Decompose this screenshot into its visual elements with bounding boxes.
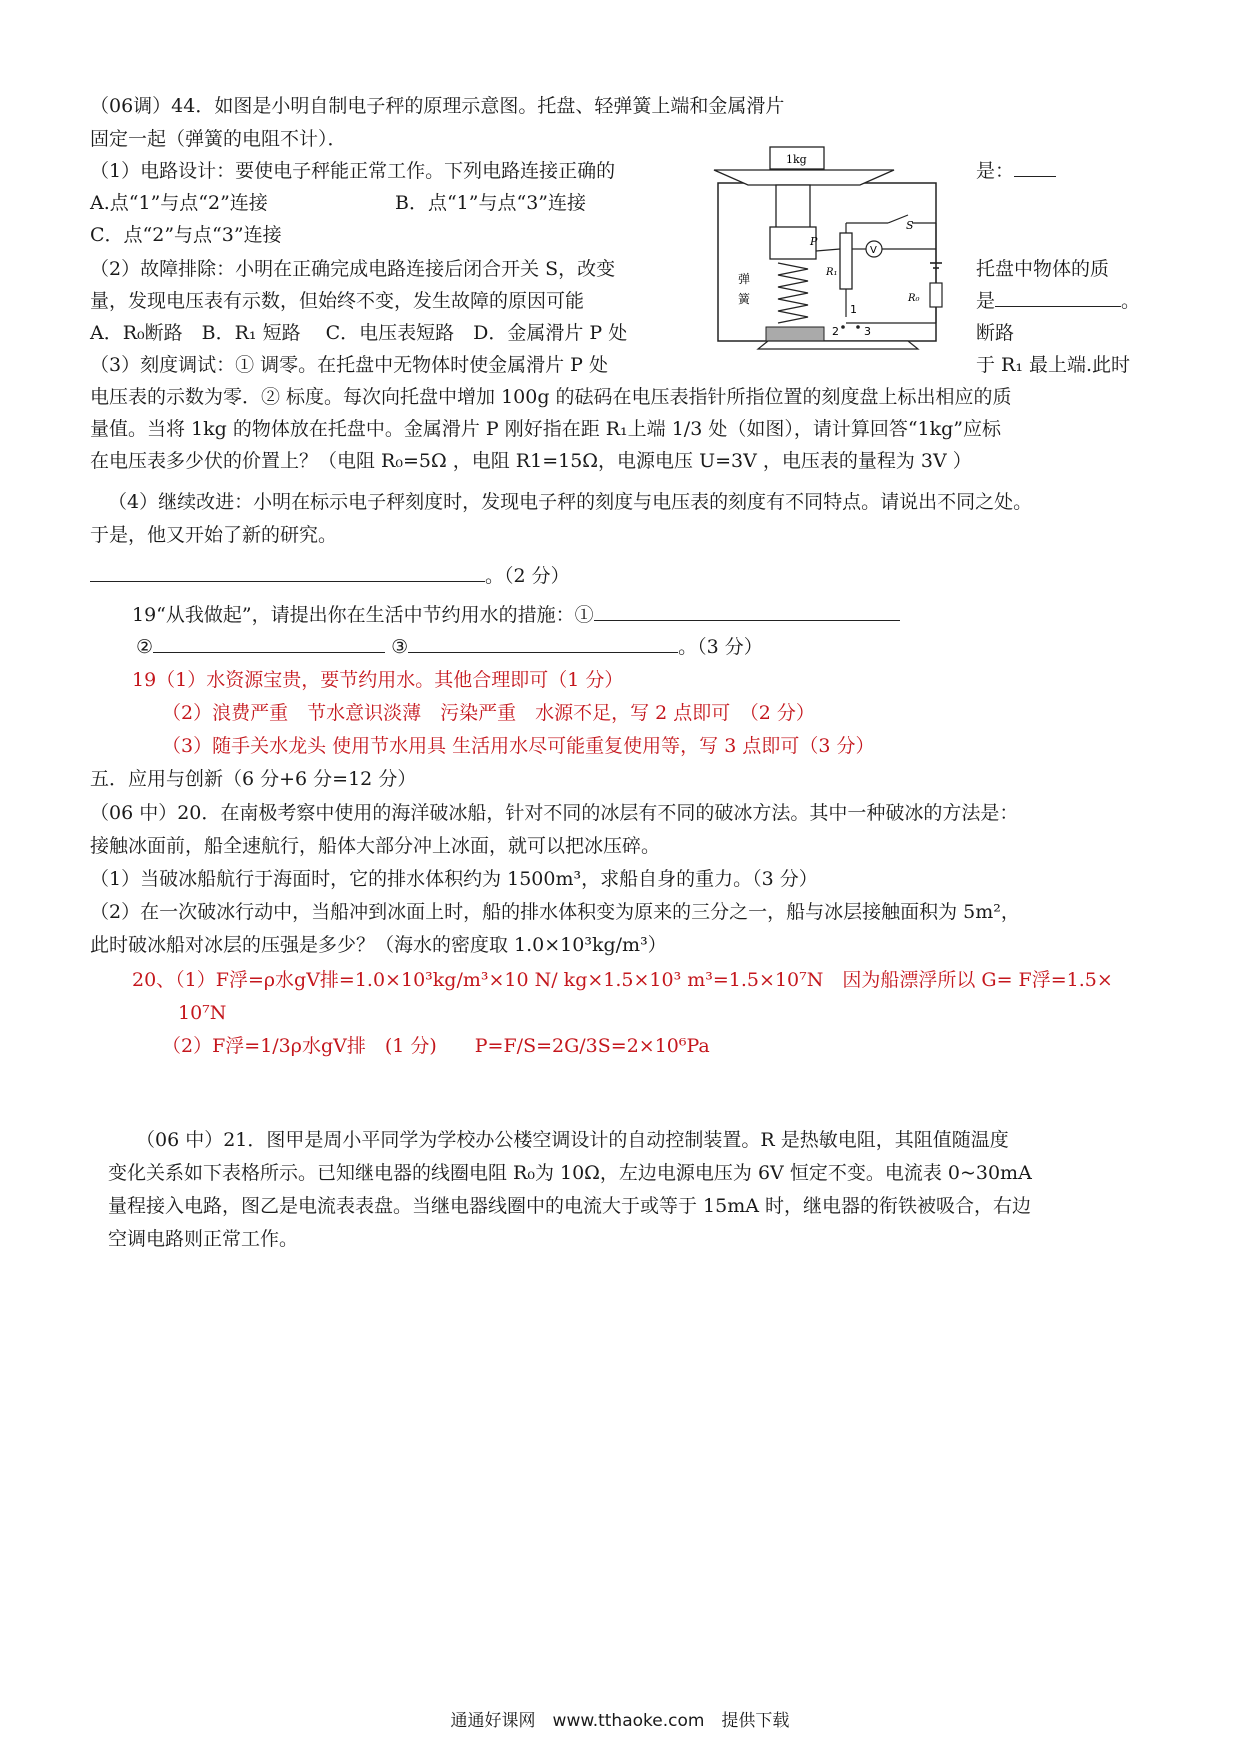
q19-answer-2: （2）浪费严重 节水意识淡薄 污染严重 水源不足，写 2 点即可 （2 分） (162, 702, 815, 724)
answer-blank (1014, 158, 1056, 177)
q20-p1: （1）当破冰船航行于海面时，它的排水体积约为 1500m³，求船自身的重力。（3 分） (90, 868, 818, 890)
q44-p2b-answer: 是 。 (976, 290, 1141, 312)
section-5-heading: 五．应用与创新（6 分+6 分=12 分） (90, 768, 417, 790)
q19-prompt: 19“从我做起”，请提出你在生活中节约用水的措施：① (132, 604, 594, 626)
q44-p4b: 于是，他又开始了新的研究。 (90, 524, 338, 546)
q44-p2b-right: 是 (976, 290, 996, 312)
q20-answer-1b: 10⁷N (178, 1002, 227, 1024)
terminal-3-label: 3 (864, 325, 871, 338)
answer-blank (408, 634, 678, 653)
q44-p2c-right: 断路 (976, 322, 1015, 344)
slider-wire (816, 249, 840, 251)
q44-p4-answer (90, 563, 570, 590)
q20-answer-1: 20、（1）F浮=ρ水gV排=1.0×10³kg/m³×10 N/ kg×1.5×10³ m³=1.5×10⁷N 因为船漂浮所以 G= F浮=1.5× (132, 969, 1113, 991)
spring (778, 263, 808, 323)
switch-label: S (906, 219, 914, 232)
q19-end: 。（3 分） (678, 636, 763, 658)
q19-circle3: ③ (391, 636, 409, 658)
r1-label: R₁ (826, 267, 838, 278)
q21-line3: 量程接入电路，图乙是电流表表盘。当继电器线圈中的电流大于或等于 15mA 时，继电器的衔铁被吸合，右边 (108, 1195, 1031, 1217)
q21-line4: 空调电路则正常工作。 (108, 1228, 299, 1250)
q44-optA: A.点“1”与点“2”连接 (90, 192, 268, 214)
answer-blank (90, 563, 485, 582)
answer-blank (594, 602, 900, 621)
q21-line1: （06 中）21．图甲是周小平同学为学校办公楼空调设计的自动控制装置。R 是热敏电阻，其阻值随温度 (136, 1129, 1009, 1151)
q44-line1: （06调）44．如图是小明自制电子秤的原理示意图。托盘、轻弹簧上端和金属滑片 (90, 95, 785, 117)
switch-lever (888, 215, 908, 223)
scale-base (758, 341, 918, 349)
q20-line2: 接触冰面前，船全速航行，船体大部分冲上冰面，就可以把冰压碎。 (90, 835, 661, 857)
terminal-2-label: 2 (832, 325, 839, 338)
figure-frame (718, 183, 936, 341)
answer-blank (995, 288, 1121, 307)
q44-p2b: 量，发现电压表有示数，但始终不变，发生故障的原因可能 (90, 290, 585, 312)
voltmeter-label: V (870, 245, 877, 256)
answer-blank (153, 634, 385, 653)
terminal-1-label: 1 (850, 303, 857, 316)
q20-p2: （2）在一次破冰行动中，当船冲到冰面上时，船的排水体积变为原来的三分之一，船与冰层接触面积为 5m²， (90, 901, 1020, 923)
terminal-2-dot (841, 325, 845, 329)
q20-line1: （06 中）20．在南极考察中使用的海洋破冰船，针对不同的冰层有不同的破冰方法。其中一种破冰的方法是： (90, 802, 1019, 824)
terminal-3-dot (856, 325, 860, 329)
base-block (766, 327, 824, 341)
q44-p4: （4）继续改进：小明在标示电子秤刻度时，发现电子秤的刻度与电压表的刻度有不同特点。请说出不同之处。 (108, 491, 1033, 513)
page-footer: 通通好课网 www.tthaoke.com 提供下载 (450, 1711, 790, 1731)
q44-p4-end: 。（2 分） (485, 565, 570, 587)
weight-label: 1kg (786, 153, 807, 166)
q44-p2c: A．R₀断路 B．R₁ 短路 C．电压表短路 D．金属滑片 P 处 (90, 322, 628, 344)
q19-line2 (136, 634, 763, 661)
q44-optB: B．点“1”与点“3”连接 (395, 192, 586, 214)
q19-answer-1: 19（1）水资源宝贵，要节约用水。其他合理即可（1 分） (132, 669, 624, 691)
q44-p3b: 电压表的示数为零．② 标度。每次向托盘中增加 100g 的砝码在电压表指针所指位置的刻度盘上标出相应的质 (90, 386, 1012, 408)
q20-p2b: 此时破冰船对冰层的压强是多少？（海水的密度取 1.0×10³kg/m³） (90, 934, 667, 956)
q44-line2: 固定一起（弹簧的电阻不计）． (90, 128, 347, 150)
q44-p3: （3）刻度调试：① 调零。在托盘中无物体时使金属滑片 P 处 (90, 354, 608, 376)
q44-p2-right: 托盘中物体的质 (976, 258, 1110, 280)
r0-resistor (930, 283, 942, 307)
q44-p1-right: 是： (976, 160, 1015, 182)
r1-resistor (840, 233, 852, 289)
q19-line1 (132, 602, 900, 629)
q44-p3-right: 于 R₁ 最上端.此时 (976, 354, 1131, 376)
r0-label: R₀ (908, 293, 920, 304)
q19-circle2: ② (136, 636, 154, 658)
slider-label: P (810, 235, 818, 248)
q44-p1: （1）电路设计：要使电子秤能正常工作。下列电路连接正确的 (90, 160, 616, 182)
spring-label-2: 簧 (738, 292, 751, 306)
q44-optC: C．点“2”与点“3”连接 (90, 224, 282, 246)
q19-answer-3: （3）随手关水龙头 使用节水用具 生活用水尽可能重复使用等，写 3 点即可（3 分） (162, 735, 875, 757)
q44-p1-answer (976, 158, 1056, 185)
electronic-scale-figure (708, 145, 966, 355)
q44-p3d: 在电压表多少伏的价置上？（电阻 R₀=5Ω ，电阻 R1=15Ω，电源电压 U=3V ，电压表的量程为 3V ） (90, 450, 972, 472)
spring-label-1: 弹 (738, 272, 751, 286)
q44-p2: （2）故障排除：小明在正确完成电路连接后闭合开关 S，改变 (90, 258, 616, 280)
q44-p3c: 量值。当将 1kg 的物体放在托盘中。金属滑片 P 刚好指在距 R₁上端 1/3 处（如图），请计算回答“1kg”应标 (90, 418, 1002, 440)
q20-answer-2: （2）F浮=1/3ρ水gV排 (1 分) P=F/S=2G/3S=2×10⁶Pa (162, 1035, 710, 1057)
q21-line2: 变化关系如下表格所示。已知继电器的线圈电阻 R₀为 10Ω，左边电源电压为 6V 恒定不变。电流表 0~30mA (108, 1162, 1032, 1184)
